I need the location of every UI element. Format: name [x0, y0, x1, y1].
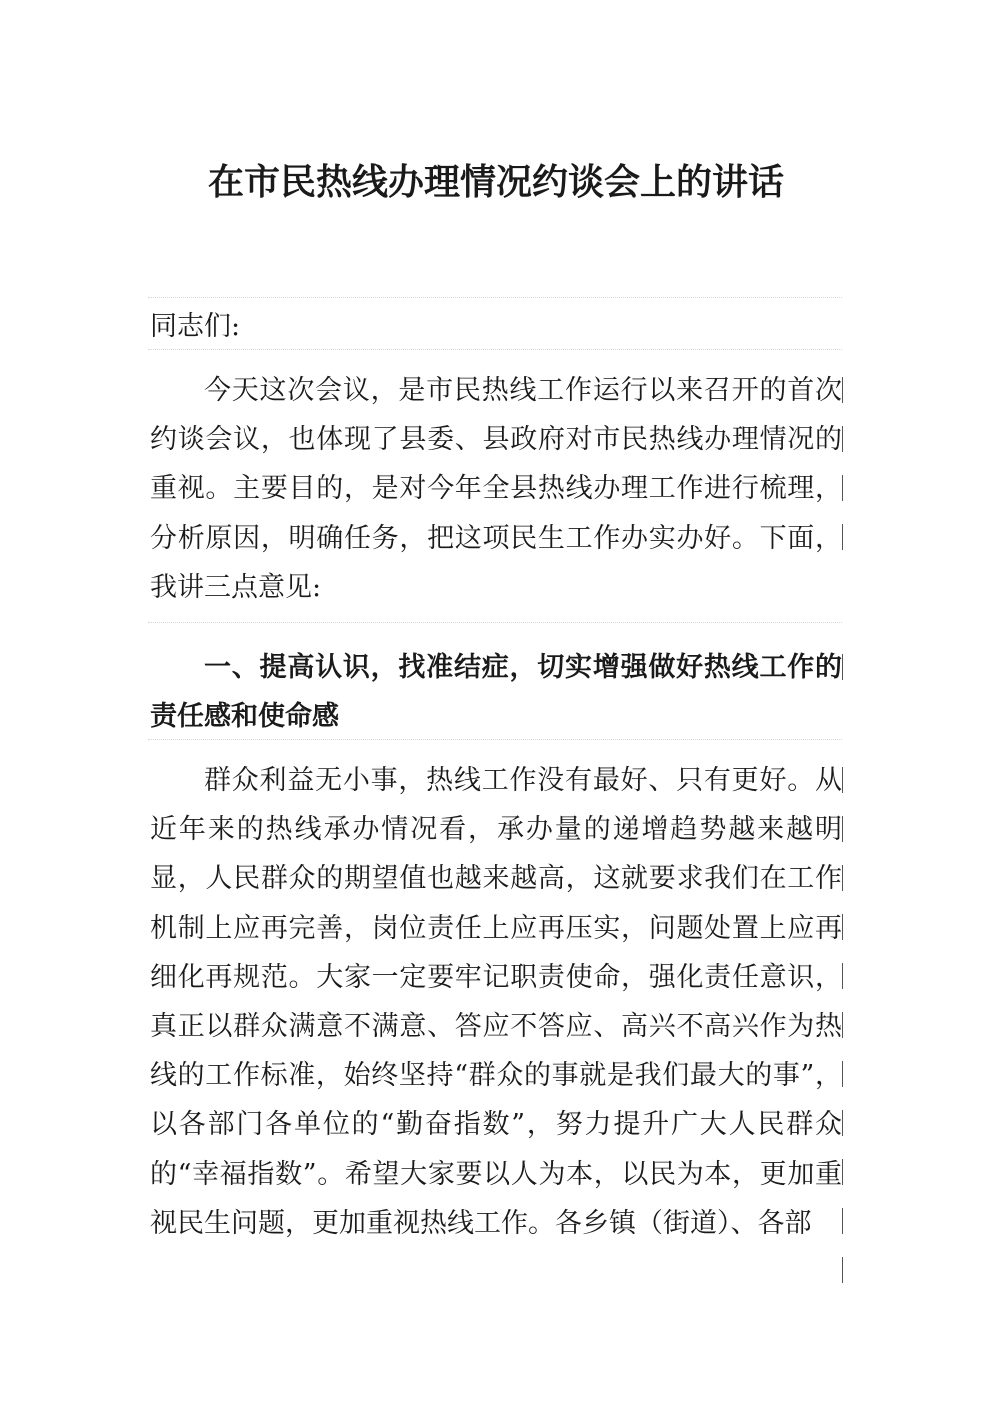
line-end-marker: [842, 865, 843, 891]
paragraph-body: 群众利益无小事，热线工作没有最好、只有更好。从近年来的热线承办情况看，承办量的递增趋势越来越明显，人民群众的期望值也越来越高，这就要求我们在工作机制上应再完善，岗位责任上应再压实，问题处置上应再细化再规范。大家一定要牢记职责使命，强化责任意识，真正以群众满意不满意、答应不答应、高兴不高兴作为热线的工作标准，始终坚持“群众的事就是我们最大的事”，以各部门各单位的“勤奋指数”，努力提升广大人民群众的“幸福指数”。希望大家要以人为本，以民为本，更加重视民生问题，更加重视热线工作。各乡镇（街道）、各部: [150, 765, 842, 1239]
line-end-marker: [842, 654, 843, 680]
line-end-marker: [842, 1208, 843, 1234]
line-end-marker: [842, 963, 843, 989]
salutation: 同志们:: [150, 311, 241, 342]
line-end-marker: [842, 914, 843, 940]
line-end-marker: [842, 767, 843, 793]
line-end-marker: [842, 1257, 843, 1283]
line-end-marker: [842, 1159, 843, 1185]
line-end-marker: [842, 816, 843, 842]
divider: [148, 297, 842, 298]
divider: [148, 739, 842, 740]
line-end-marker: [842, 475, 843, 501]
divider: [148, 349, 842, 350]
divider: [148, 622, 842, 623]
line-end-marker: [842, 426, 843, 452]
section-heading-1: 一、提高认识，找准结症，切实增强做好热线工作的责任感和使命感: [150, 652, 842, 733]
line-end-marker: [842, 377, 843, 403]
document-title: 在市民热线办理情况约谈会上的讲话: [207, 161, 784, 203]
line-end-marker: [842, 1110, 843, 1136]
line-end-marker: [842, 1061, 843, 1087]
line-end-marker: [842, 1012, 843, 1038]
line-end-marker: [842, 524, 843, 550]
paragraph-intro: 今天这次会议，是市民热线工作运行以来召开的首次约谈会议，也体现了县委、县政府对市民热线办理情况的重视。主要目的，是对今年全县热线办理工作进行梳理，分析原因，明确任务，把这项民生工作办实办好。下面，我讲三点意见:: [150, 375, 842, 603]
